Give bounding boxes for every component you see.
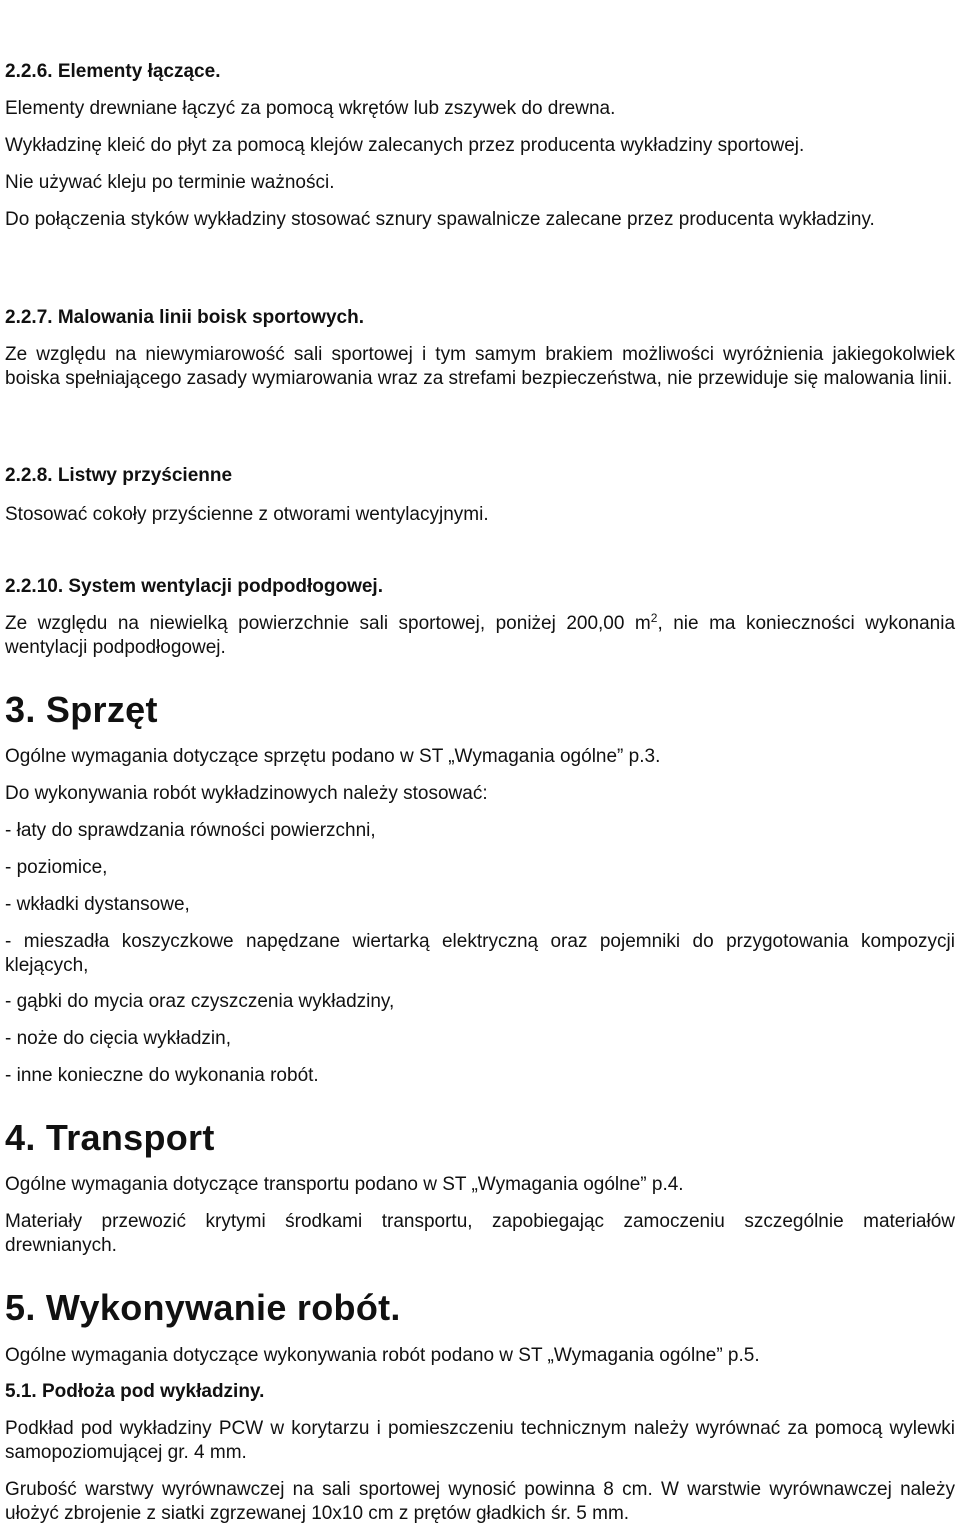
paragraph: Elementy drewniane łączyć za pomocą wkrętów lub zszywek do drewna.: [5, 98, 616, 119]
paragraph: Materiały przewozić krytymi środkami transportu, zapobiegając zamoczeniu szczególnie materiałów drewnianych.: [5, 1211, 955, 1256]
paragraph: Ze względu na niewielką powierzchnie sali sportowej, poniżej 200,00 $m^2$, nie ma konieczności wykonania wentylacji podpodłogowej.: [5, 611, 956, 658]
paragraph: Do połączenia styków wykładziny stosować sznury spawalnicze zalecane przez producenta wykładziny.: [5, 209, 875, 230]
paragraph: Podkład pod wykładziny PCW w korytarzu i pomieszczeniu technicznym należy wyrównać za pomocą wylewki samopoziomującej gr. 4 mm.: [5, 1418, 955, 1463]
paragraph: Nie używać kleju po terminie ważności.: [5, 172, 335, 193]
list-item: - mieszadła koszyczkowe napędzane wiertarką elektryczną oraz pojemniki do przygotowania kompozycji klejących,: [5, 931, 955, 976]
paragraph: Ogólne wymagania dotyczące sprzętu podano w ST „Wymagania ogólne” p.3.: [5, 746, 661, 767]
chapter-heading-4: 4. Transport: [5, 1117, 215, 1158]
list-item: - inne konieczne do wykonania robót.: [5, 1065, 319, 1086]
list-item: - noże do cięcia wykładzin,: [5, 1028, 231, 1049]
section-heading-2-2-10: 2.2.10. System wentylacji podpodłogowej.: [5, 576, 383, 597]
paragraph: Ogólne wymagania dotyczące wykonywania robót podano w ST „Wymagania ogólne” p.5.: [5, 1345, 760, 1366]
list-item: - gąbki do mycia oraz czyszczenia wykładziny,: [5, 991, 395, 1012]
paragraph: Ogólne wymagania dotyczące transportu podano w ST „Wymagania ogólne” p.4.: [5, 1174, 684, 1195]
paragraph: Grubość warstwy wyrównawczej na sali sportowej wynosić powinna 8 cm. W warstwie wyrównawczej należy ułożyć zbrojenie z siatki zgrzewanej 10x10 cm z prętów gładkich śr. 5 mm.: [5, 1479, 955, 1524]
paragraph: Do wykonywania robót wykładzinowych należy stosować:: [5, 783, 488, 804]
chapter-heading-5: 5. Wykonywanie robót.: [5, 1287, 401, 1328]
section-heading-2-2-7: 2.2.7. Malowania linii boisk sportowych.: [5, 307, 364, 328]
list-item: - poziomice,: [5, 857, 108, 878]
superscript: 2: [650, 611, 658, 625]
section-heading-2-2-8: 2.2.8. Listwy przyścienne: [5, 465, 233, 486]
paragraph: Stosować cokoły przyścienne z otworami wentylacyjnymi.: [5, 504, 489, 525]
list-item: - wkładki dystansowe,: [5, 894, 190, 915]
chapter-heading-3: 3. Sprzęt: [5, 689, 158, 730]
paragraph: Wykładzinę kleić do płyt za pomocą klejów zalecanych przez producenta wykładziny sportowej.: [5, 135, 805, 156]
list-item: - łaty do sprawdzania równości powierzchni,: [5, 820, 376, 841]
subsection-heading-5-1: 5.1. Podłoża pod wykładziny.: [5, 1381, 265, 1402]
paragraph: Ze względu na niewymiarowość sali sportowej i tym samym brakiem możliwości wyróżnienia jakiegokolwiek boiska spełniającego zasady wymiarowania wraz za strefami bezpieczeństwa, nie przewiduje się malowania linii.: [5, 344, 955, 389]
section-heading-2-2-6: 2.2.6. Elementy łączące.: [5, 61, 221, 82]
